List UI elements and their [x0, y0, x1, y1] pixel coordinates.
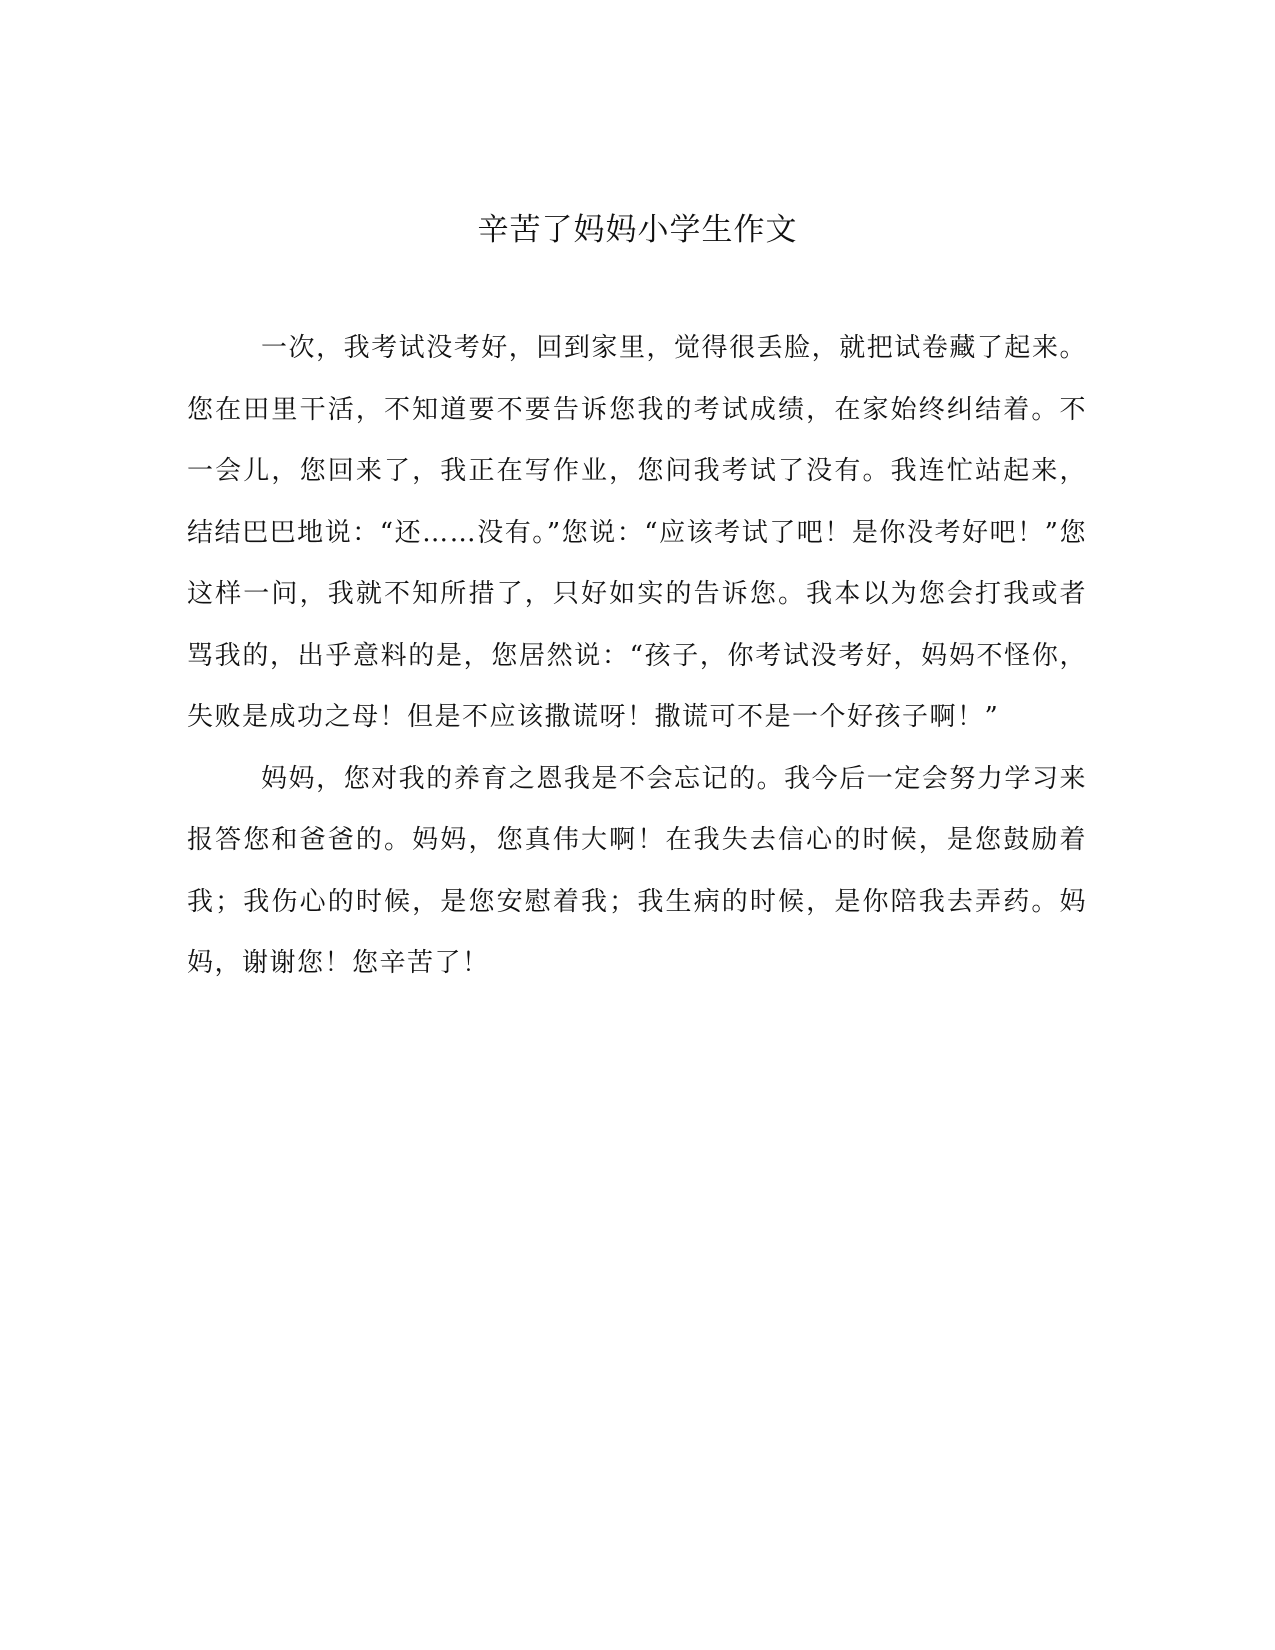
- document-body: [187, 318, 1087, 995]
- body-paragraph-1: 一次，我考试没考好，回到家里，觉得很丢脸，就把试卷藏了起来。您在田里干活，不知道要不要告诉您我的考试成绩，在家始终纠结着。不一会儿，您回来了，我正在写作业，您问我考试了没有。我连忙站起来，结结巴巴地说：“还……没有。”您说：“应该考试了吧！是你没考好吧！”您这样一问，我就不知所措了，只好如实的告诉您。我本以为您会打我或者骂我的，出乎意料的是，您居然说：“孩子，你考试没考好，妈妈不怪你，失败是成功之母！但是不应该撒谎呀！撒谎可不是一个好孩子啊！”: [187, 333, 1087, 732]
- document-title: 辛苦了妈妈小学生作文: [477, 212, 798, 248]
- body-paragraph-2: 妈妈，您对我的养育之恩我是不会忘记的。我今后一定会努力学习来报答您和爸爸的。妈妈，您真伟大啊！在我失去信心的时候，是您鼓励着我；我伤心的时候，是您安慰着我；我生病的时候，是你陪我去弄药。妈妈，谢谢您！您辛苦了！: [187, 763, 1087, 978]
